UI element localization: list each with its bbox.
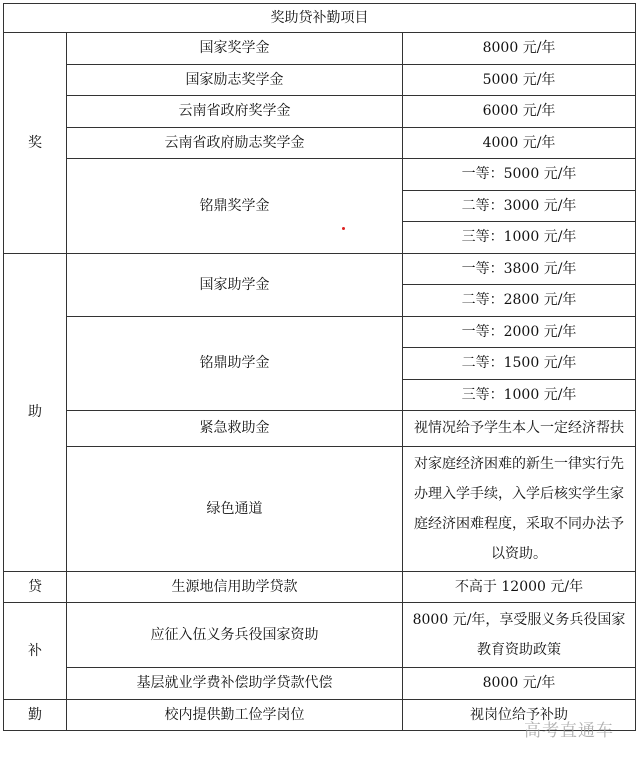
project-tier: 三等：1000 元/年 xyxy=(403,222,636,254)
table-row xyxy=(4,668,636,700)
table-row xyxy=(4,64,636,96)
project-name: 国家奖学金 xyxy=(67,33,403,65)
table-row xyxy=(4,603,636,668)
project-name: 生源地信用助学贷款 xyxy=(67,571,403,603)
project-name: 国家助学金 xyxy=(67,253,403,316)
project-name: 应征入伍义务兵役国家资助 xyxy=(67,603,403,668)
table-row xyxy=(4,127,636,159)
project-name: 国家励志奖学金 xyxy=(67,64,403,96)
project-tier: 二等：1500 元/年 xyxy=(403,348,636,380)
category-dai: 贷 xyxy=(4,571,67,603)
project-tier: 二等：2800 元/年 xyxy=(403,285,636,317)
aid-projects-table xyxy=(3,3,636,731)
category-zhu: 助 xyxy=(4,253,67,571)
project-amount: 4000 元/年 xyxy=(403,127,636,159)
project-name: 绿色通道 xyxy=(67,446,403,571)
project-tier: 一等：2000 元/年 xyxy=(403,316,636,348)
project-amount: 对家庭经济困难的新生一律实行先办理入学手续，入学后核实学生家庭经济困难程度，采取不同办法予以资助。 xyxy=(403,446,636,571)
table-title: 奖助贷补勤项目 xyxy=(4,4,636,33)
project-name: 云南省政府励志奖学金 xyxy=(67,127,403,159)
table-row xyxy=(4,33,636,65)
category-jiang: 奖 xyxy=(4,33,67,254)
aid-table-container xyxy=(3,3,637,731)
project-tier: 一等：3800 元/年 xyxy=(403,253,636,285)
table-row xyxy=(4,411,636,447)
project-amount: 5000 元/年 xyxy=(403,64,636,96)
project-amount: 8000 元/年 xyxy=(403,33,636,65)
category-bu: 补 xyxy=(4,603,67,700)
project-amount: 视岗位给予补助 xyxy=(403,699,636,731)
table-row xyxy=(4,316,636,348)
category-qin: 勤 xyxy=(4,699,67,731)
project-tier: 一等：5000 元/年 xyxy=(403,159,636,191)
project-amount: 视情况给予学生本人一定经济帮扶 xyxy=(403,411,636,447)
watermark-text: 高考直通车 xyxy=(524,721,614,741)
project-amount: 不高于 12000 元/年 xyxy=(403,571,636,603)
project-name: 紧急救助金 xyxy=(67,411,403,447)
table-title-row xyxy=(4,4,636,33)
table-row xyxy=(4,159,636,191)
project-name: 基层就业学费补偿助学贷款代偿 xyxy=(67,668,403,700)
project-name: 铭鼎奖学金 xyxy=(67,159,403,254)
project-amount: 8000 元/年 xyxy=(403,668,636,700)
project-amount: 8000 元/年，享受服义务兵役国家教育资助政策 xyxy=(403,603,636,668)
table-row xyxy=(4,96,636,128)
red-dot-mark xyxy=(342,227,345,230)
project-tier: 二等：3000 元/年 xyxy=(403,190,636,222)
project-name: 云南省政府奖学金 xyxy=(67,96,403,128)
project-name: 校内提供勤工俭学岗位 xyxy=(67,699,403,731)
table-row xyxy=(4,253,636,285)
project-name: 铭鼎助学金 xyxy=(67,316,403,411)
project-amount: 6000 元/年 xyxy=(403,96,636,128)
table-row xyxy=(4,446,636,571)
table-row xyxy=(4,571,636,603)
project-tier: 三等：1000 元/年 xyxy=(403,379,636,411)
